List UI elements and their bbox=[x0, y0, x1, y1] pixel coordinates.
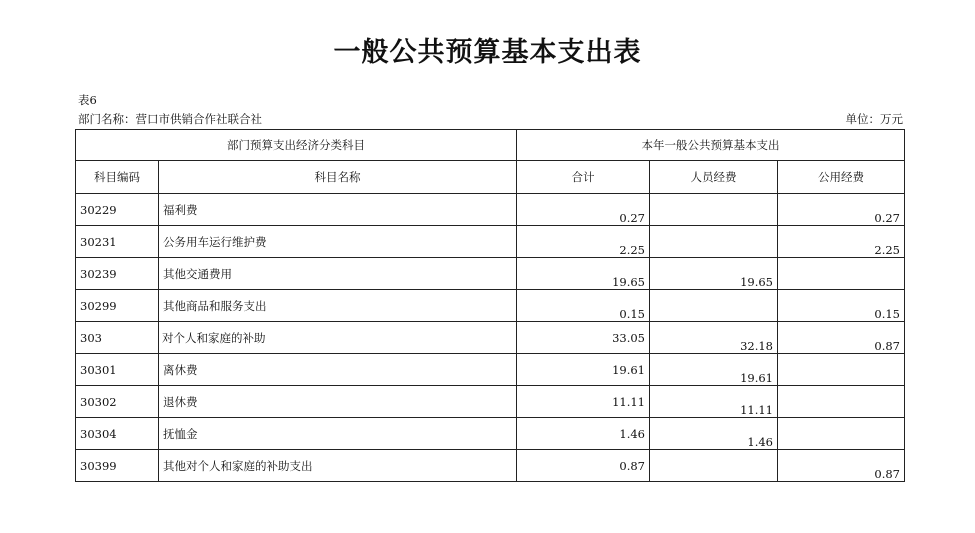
cell-personnel: 1.46 bbox=[650, 418, 778, 450]
cell-code: 30301 bbox=[76, 354, 159, 386]
header-code: 科目编码 bbox=[76, 161, 159, 194]
header-basic-expenditure: 本年一般公共预算基本支出 bbox=[517, 130, 905, 161]
cell-personnel: 19.65 bbox=[650, 258, 778, 290]
header-economic-category: 部门预算支出经济分类科目 bbox=[76, 130, 517, 161]
cell-personnel bbox=[650, 290, 778, 322]
cell-total: 19.61 bbox=[517, 354, 650, 386]
cell-public: 0.15 bbox=[778, 290, 905, 322]
cell-personnel: 11.11 bbox=[650, 386, 778, 418]
table-row bbox=[76, 322, 905, 354]
cell-code: 30231 bbox=[76, 226, 159, 258]
table-row bbox=[76, 226, 905, 258]
cell-code: 30399 bbox=[76, 450, 159, 482]
table-row bbox=[76, 386, 905, 418]
cell-name: 福利费 bbox=[159, 194, 517, 226]
cell-personnel: 32.18 bbox=[650, 322, 778, 354]
cell-name: 其他商品和服务支出 bbox=[159, 290, 517, 322]
cell-code: 303 bbox=[76, 322, 159, 354]
cell-name: 抚恤金 bbox=[159, 418, 517, 450]
cell-public: 0.27 bbox=[778, 194, 905, 226]
department-name: 部门名称：营口市供销合作社联合社 bbox=[78, 112, 262, 126]
cell-total: 0.27 bbox=[517, 194, 650, 226]
table-number: 表6 bbox=[78, 93, 97, 107]
cell-name: 其他交通费用 bbox=[159, 258, 517, 290]
header-total: 合计 bbox=[517, 161, 650, 194]
cell-public bbox=[778, 418, 905, 450]
cell-public bbox=[778, 386, 905, 418]
cell-total: 0.87 bbox=[517, 450, 650, 482]
header-public: 公用经费 bbox=[778, 161, 905, 194]
cell-public bbox=[778, 258, 905, 290]
header-name: 科目名称 bbox=[159, 161, 517, 194]
page-title: 一般公共预算基本支出表 bbox=[333, 37, 642, 68]
cell-name: 离休费 bbox=[159, 354, 517, 386]
cell-code: 30239 bbox=[76, 258, 159, 290]
cell-personnel: 19.61 bbox=[650, 354, 778, 386]
table-row bbox=[76, 418, 905, 450]
table-row bbox=[76, 290, 905, 322]
cell-total: 19.65 bbox=[517, 258, 650, 290]
cell-code: 30299 bbox=[76, 290, 159, 322]
cell-name: 其他对个人和家庭的补助支出 bbox=[159, 450, 517, 482]
cell-total: 11.11 bbox=[517, 386, 650, 418]
cell-total: 33.05 bbox=[517, 322, 650, 354]
cell-public: 2.25 bbox=[778, 226, 905, 258]
table-row bbox=[76, 354, 905, 386]
header-personnel: 人员经费 bbox=[650, 161, 778, 194]
cell-code: 30302 bbox=[76, 386, 159, 418]
table-row bbox=[76, 258, 905, 290]
table-row bbox=[76, 194, 905, 226]
cell-total: 0.15 bbox=[517, 290, 650, 322]
cell-code: 30304 bbox=[76, 418, 159, 450]
cell-public bbox=[778, 354, 905, 386]
cell-personnel bbox=[650, 450, 778, 482]
header-row-columns bbox=[76, 161, 905, 194]
cell-personnel bbox=[650, 194, 778, 226]
cell-public: 0.87 bbox=[778, 322, 905, 354]
cell-code: 30229 bbox=[76, 194, 159, 226]
cell-name: 对个人和家庭的补助 bbox=[159, 322, 517, 354]
cell-personnel bbox=[650, 226, 778, 258]
cell-name: 公务用车运行维护费 bbox=[159, 226, 517, 258]
cell-name: 退休费 bbox=[159, 386, 517, 418]
table-row bbox=[76, 450, 905, 482]
unit-label: 单位：万元 bbox=[845, 112, 903, 126]
cell-total: 1.46 bbox=[517, 418, 650, 450]
cell-total: 2.25 bbox=[517, 226, 650, 258]
cell-public: 0.87 bbox=[778, 450, 905, 482]
budget-table bbox=[75, 129, 905, 482]
header-row-group bbox=[76, 130, 905, 161]
